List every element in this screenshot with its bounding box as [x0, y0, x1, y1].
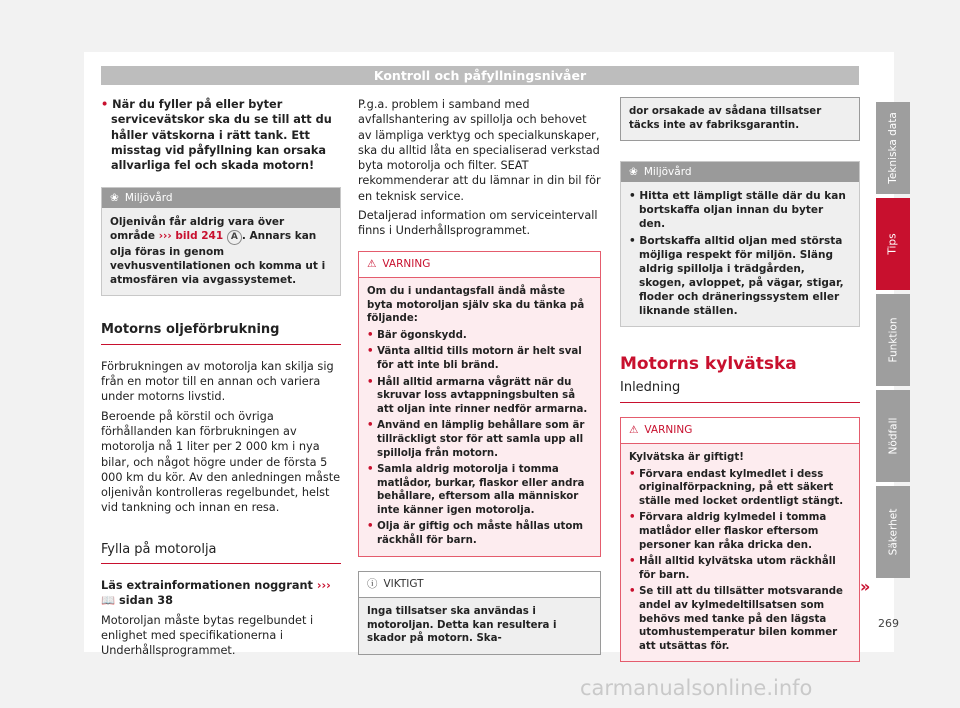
paragraph: P.g.a. problem i samband med avfallshantering av spillolja och behovet av lämpliga verktyg och specialkunskaper, ska du alltid låta en specialiserad verkstad byta motorolja och filter. SEAT rekommenderar att du lämnar in din bil för en teknisk service. [358, 98, 601, 203]
warning-box [358, 251, 601, 557]
column-3 [620, 97, 860, 662]
list-item: • Förvara aldrig kylmedel i tomma matlådor eller flaskor eftersom personer kan råka dricka den. [629, 512, 827, 551]
paragraph: Förbrukningen av motorolja kan skilja sig från en motor till en annan och variera under motorns livstid. [101, 359, 334, 404]
bullet-dot-icon: • [629, 190, 640, 203]
bullet-dot-icon: • [629, 468, 640, 480]
tab-tekniska-data[interactable]: Tekniska data [876, 102, 910, 194]
intro-bullet: • När du fyller på eller byter servicevätskor ska du se till att du håller vätskorna i rätt tank. Ett misstag vid påfyllning kan orsaka allvarliga fel och skada motorn! [101, 98, 332, 173]
tab-nodfall[interactable]: Nödfall [876, 390, 910, 482]
figure-reference-link[interactable]: ››› bild 241 [158, 230, 224, 243]
list-item: • Olja är giftig och måste hållas utom räckhåll för barn. [367, 521, 584, 547]
column-2 [358, 97, 601, 655]
paragraph: Detaljerad information om serviceintervall finns i Underhållsprogrammet. [358, 209, 598, 238]
warning-body: Om du i undantagsfall ändå måste byta motoroljan själv ska du tänka på följande: • Bär ögonskydd. • Vänta alltid tills motorn är helt sval för att inte bli bränd. • Håll alltid armarna vågrätt när du skruvar loss avtappningsbulten så att oljan inte rinner nedför armarna. • Använd en lämplig behållare som är tillräckligt stor för att samla upp all spillolja från motorn. • Samla aldrig motorolja i tomma matlådor, burkar, flaskor eller andra behållare, eftersom alla människor inte känner igen motorolja. • Olja är giftig och måste hållas utom räckhåll för barn. [359, 278, 600, 556]
section-coolant-title: Motorns kylvätska [620, 354, 797, 375]
environment-notice-body [621, 182, 859, 326]
list-item: • Bär ögonskydd. [367, 329, 467, 341]
important-header: ⓘ VIKTIGT [359, 572, 600, 598]
environment-notice-body: Oljenivån får aldrig vara över område ››› bild 241 A . Annars kan olja föras in genom vevhusventilationen och komma ut i atmosfären via avgassystemet. [102, 208, 340, 295]
page-header: Kontroll och påfyllningsnivåer [101, 66, 859, 85]
page-reference-link[interactable]: ››› 📖 [101, 579, 331, 608]
leaf-icon: ❀ [629, 166, 638, 179]
marker-a: A [227, 230, 242, 245]
warning-header: ⚠ VARNING [621, 418, 859, 444]
warning-body: Kylvätska är giftigt! • Förvara endast kylmedlet i dess originalförpackning, på ett säkert ställe med locket ordentligt stängt. • Förvara aldrig kylmedel i tomma matlådor eller flaskor eftersom personer kan råka dricka den. • Håll alltid kylvätska utom räckhåll för barn. • Se till att du tillsätter motsvarande andel av kylmedeltillsatsen som behövs med tanke på den lägsta utomhustemperatur bilen kommer att utsättas för. [621, 444, 859, 661]
section-oil-consumption-title: Motorns oljeförbrukning [101, 322, 341, 344]
tab-tips[interactable]: Tips [876, 198, 910, 290]
important-body-continued: dor orsakade av sådana tillsatser täcks inte av fabriksgarantin. [621, 98, 859, 140]
list-item: • Hitta ett lämpligt ställe där du kan bortskaffa oljan innan du byter den. [629, 190, 846, 231]
subsection-intro-title: Inledning [620, 380, 860, 402]
list-item: • Håll alltid kylvätska utom räckhåll för barn. [629, 556, 836, 581]
watermark: carmanualsonline.info [580, 676, 813, 700]
important-body: Inga tillsatser ska användas i motoroljan. Detta kan resultera i skador på motorn. Ska- [359, 598, 600, 654]
bullet-dot-icon: • [629, 512, 640, 524]
bullet-dot-icon: • [367, 376, 378, 388]
list-item: • Vänta alltid tills motorn är helt sval för att inte bli bränd. [367, 346, 582, 371]
coolant-warning-box [620, 417, 860, 663]
environment-notice-2 [620, 161, 860, 327]
important-box-continued [620, 97, 860, 141]
info-circle-icon: ⓘ [367, 577, 378, 590]
leaf-icon: ❀ [110, 192, 119, 205]
bullet-dot-icon: • [367, 420, 378, 432]
bullet-dot-icon: • [629, 235, 640, 248]
paragraph: Beroende på körstil och övriga förhållanden kan förbrukningen av motorolja nå 1 liter per 2 000 km i nya bilar, och något högre under de första 5 000 km du kör. Av den anledningen måste oljenivån kontrolleras regelbundet, helst vid tankning och innan en resa. [101, 409, 341, 515]
list-item: • Se till att du tillsätter motsvarande andel av kylmedeltillsatsen som behövs med tanke på den lägsta utomhustemperatur bilen kommer att utsättas för. [629, 586, 843, 652]
list-item: • Håll alltid armarna vågrätt när du skruvar loss avtappningsbulten så att oljan inte rinner nedför armarna. [367, 376, 588, 415]
bullet-dot-icon: • [629, 586, 640, 598]
column-1 [101, 97, 341, 663]
bullet-dot-icon: • [367, 329, 378, 341]
tab-sakerhet[interactable]: Säkerhet [876, 486, 910, 578]
continue-arrow-icon: » [860, 577, 871, 596]
bullet-dot-icon: • [367, 346, 378, 358]
warning-header: ⚠ VARNING [359, 252, 600, 278]
list-item: • Bortskaffa alltid oljan med största möjliga respekt för miljön. Släng aldrig spillolja i trädgården, skogen, avloppet, på vägar, stigar, floder och dräneringssystem eller liknande ställen. [629, 235, 844, 318]
paragraph-ref: Läs extrainformationen noggrant ››› 📖 sidan 38 [101, 579, 331, 608]
warning-triangle-icon: ⚠ [629, 423, 639, 436]
list-item: • Samla aldrig motorolja i tomma matlådor, burkar, flaskor eller andra behållare, eftersom alla människor inte känner igen motorolja. [367, 464, 585, 516]
bullet-dot-icon: • [367, 464, 378, 476]
list-item: • Förvara endast kylmedlet i dess originalförpackning, på ett säkert ställe med locket ordentligt stängt. [629, 468, 844, 507]
bullet-dot-icon: • [367, 521, 378, 533]
bullet-dot-icon: • [629, 556, 640, 568]
tab-funktion[interactable]: Funktion [876, 294, 910, 386]
environment-notice [101, 187, 341, 296]
page-number: 269 [878, 617, 899, 630]
bullet-dot-icon: • [101, 98, 113, 111]
warning-triangle-icon: ⚠ [367, 257, 377, 270]
list-item: • Använd en lämplig behållare som är tillräckligt stor för att samla upp all spillolja från motorn. [367, 420, 585, 459]
environment-notice-header: ❀ Miljövård [621, 162, 859, 182]
section-add-oil-title: Fylla på motorolja [101, 542, 341, 564]
important-box [358, 571, 601, 655]
book-icon: 📖 [101, 594, 116, 608]
environment-notice-header: ❀ Miljövård [102, 188, 340, 208]
paragraph: Motoroljan måste bytas regelbundet i enlighet med specifikationerna i Underhållsprogrammet. [101, 613, 314, 658]
side-tab-bar [876, 102, 910, 582]
